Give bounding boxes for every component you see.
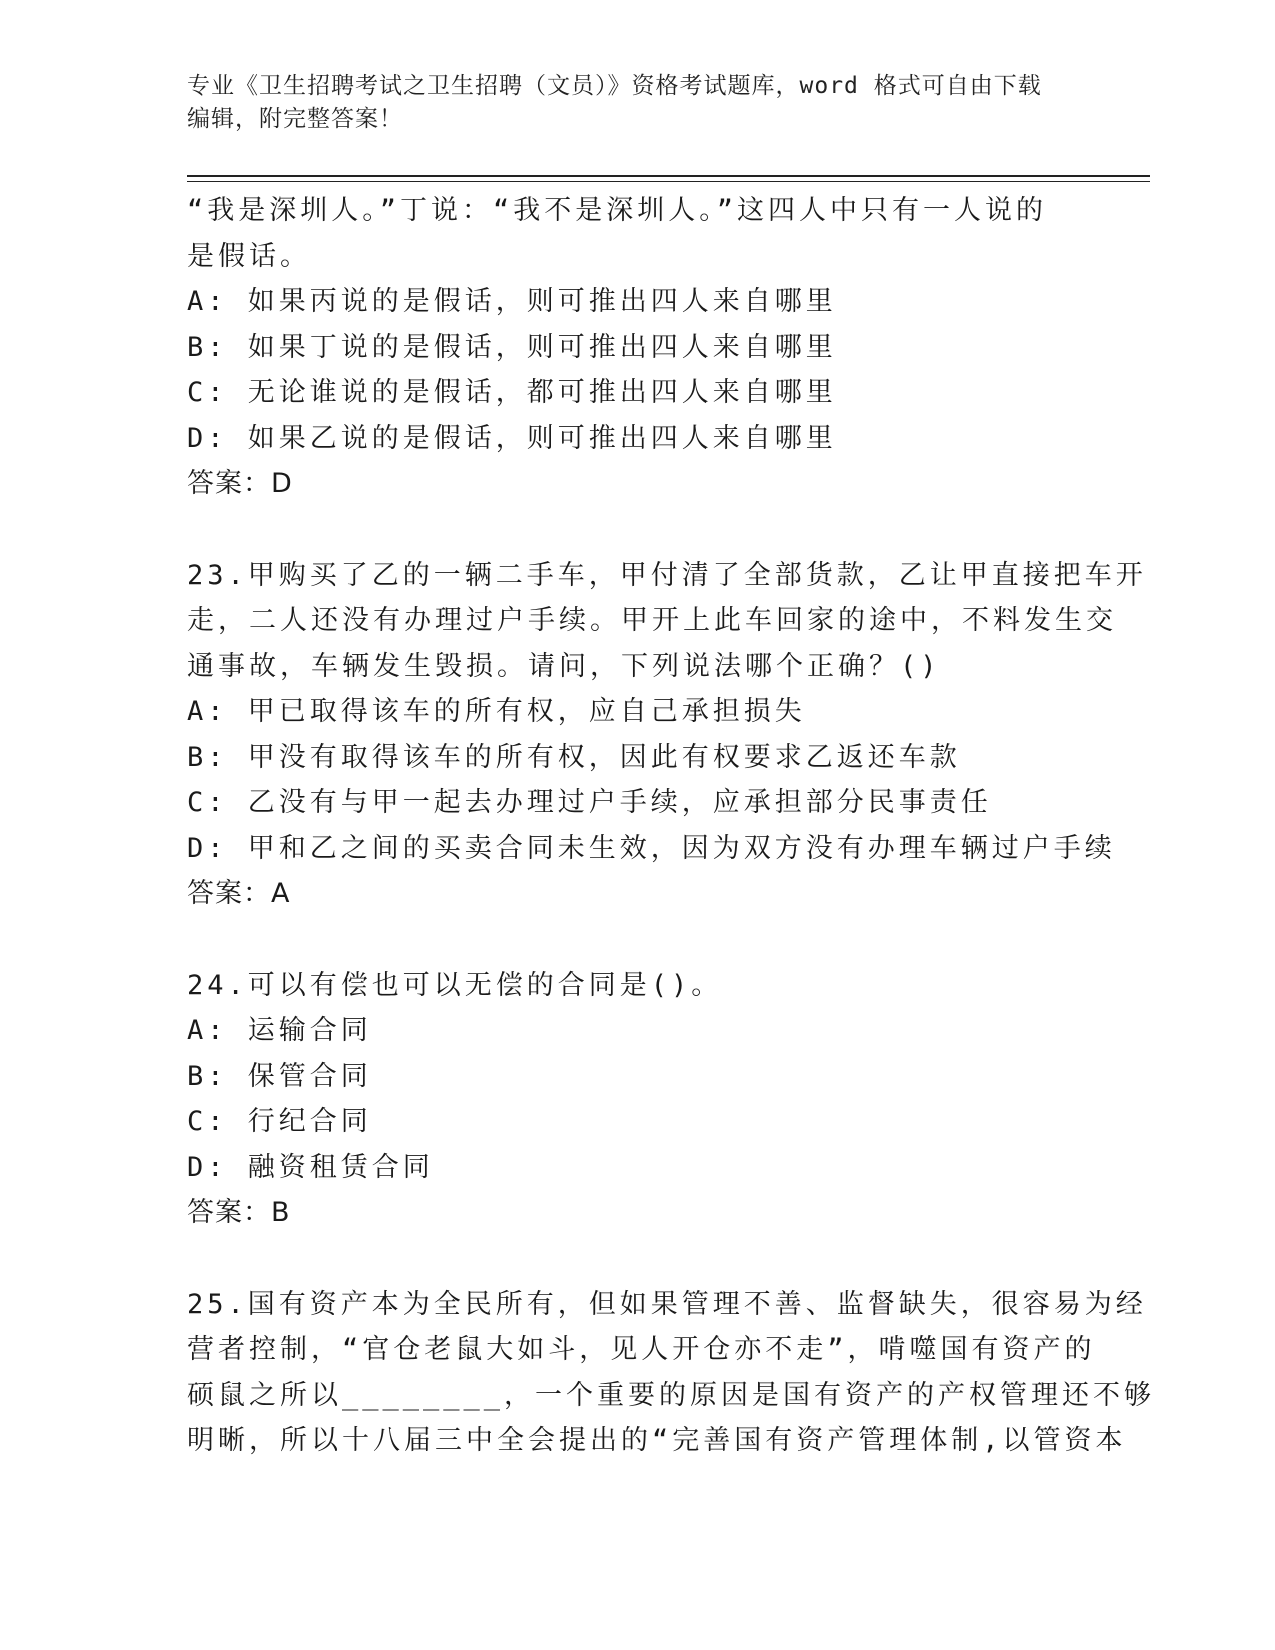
answer: 答案：A [187,878,291,909]
question-25 [187,1282,1156,1464]
question-22 [187,188,1087,507]
document-header [187,70,1087,136]
question-stem-line: 硕鼠之所以________，一个重要的原因是国有资产的产权管理还不够 [187,1379,1156,1411]
option-d: D: 甲和乙之间的买卖合同未生效，因为双方没有办理车辆过户手续 [187,832,1116,864]
question-stem-line: 明晰，所以十八届三中全会提出的“完善国有资产管理体制,以管资本 [187,1425,1127,1456]
question-stem-line: 25.国有资产本为全民所有，但如果管理不善、监督缺失，很容易为经 [187,1288,1147,1320]
option-a: A: 甲已取得该车的所有权，应自己承担损失 [187,696,806,727]
option-a: A: 运输合同 [187,1015,372,1046]
option-c: C: 无论谁说的是假话，都可推出四人来自哪里 [187,377,837,408]
option-c: C: 行纪合同 [187,1106,372,1137]
question-stem-line: “我是深圳人。”丁说：“我不是深圳人。”这四人中只有一人说的 [187,195,1048,226]
option-d: D: 融资租赁合同 [187,1151,434,1183]
header-rule-thick [187,175,1150,177]
question-stem-line: 营者控制，“官仓老鼠大如斗，见人开仓亦不走”，啃噬国有资产的 [187,1334,1096,1365]
option-b: B: 如果丁说的是假话，则可推出四人来自哪里 [187,331,837,363]
option-d: D: 如果乙说的是假话，则可推出四人来自哪里 [187,422,837,454]
answer: 答案：B [187,1197,291,1228]
question-24 [187,963,1087,1236]
question-gap [187,1236,1087,1282]
option-b: B: 甲没有取得该车的所有权，因此有权要求乙返还车款 [187,741,961,773]
question-stem-line: 是假话。 [187,240,311,272]
question-stem-line: 23.甲购买了乙的一辆二手车，甲付清了全部货款，乙让甲直接把车开 [187,559,1147,591]
question-stem-line: 通事故，车辆发生毁损。请问，下列说法哪个正确？() [187,650,941,682]
document-body [187,188,1156,1464]
question-stem-line: 走，二人还没有办理过户手续。甲开上此车回家的途中，不料发生交 [187,605,1117,636]
question-gap [187,917,1087,963]
option-c: C: 乙没有与甲一起去办理过户手续，应承担部分民事责任 [187,787,992,818]
header-line-2: 编辑，附完整答案！ [187,106,403,132]
question-gap [187,507,1087,553]
answer: 答案：D [187,468,293,499]
option-b: B: 保管合同 [187,1060,372,1092]
header-line-1: 专业《卫生招聘考试之卫生招聘（文员）》资格考试题库，word 格式可自由下载 [187,73,1042,99]
question-stem-line: 24.可以有偿也可以无偿的合同是()。 [187,969,723,1001]
header-rule-thin [187,181,1150,182]
question-23 [187,553,1147,917]
option-a: A: 如果丙说的是假话，则可推出四人来自哪里 [187,286,837,317]
